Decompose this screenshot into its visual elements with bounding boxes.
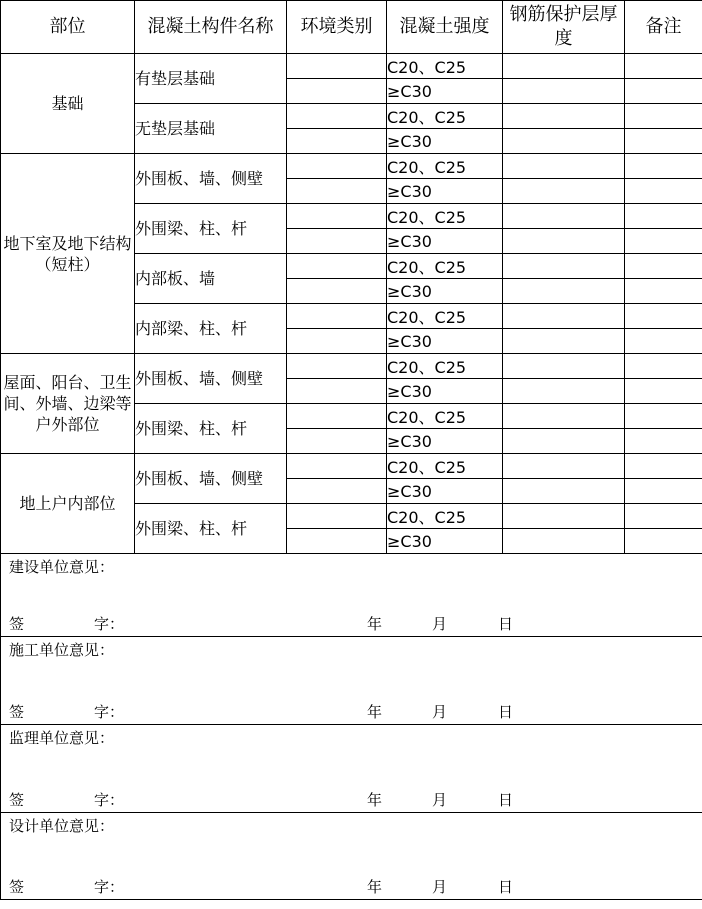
opinion-section[interactable] xyxy=(1,554,702,637)
cover-cell[interactable] xyxy=(503,454,625,479)
year-label: 年 xyxy=(367,703,383,721)
strength-cell: ≥C30 xyxy=(387,429,503,454)
day-label: 日 xyxy=(498,615,514,633)
year-label: 年 xyxy=(367,878,383,896)
component-cell: 外围梁、柱、杆 xyxy=(135,404,287,454)
cover-cell[interactable] xyxy=(503,79,625,104)
cover-cell[interactable] xyxy=(503,404,625,429)
strength-cell: ≥C30 xyxy=(387,379,503,404)
strength-cell: ≥C30 xyxy=(387,229,503,254)
opinion-label: 设计单位意见： xyxy=(9,817,115,835)
signature-char-2: 字： xyxy=(94,791,125,809)
opinion-row xyxy=(1,554,702,637)
cover-cell[interactable] xyxy=(503,354,625,379)
remark-cell[interactable] xyxy=(625,379,702,404)
day-label: 日 xyxy=(498,791,514,809)
day-label: 日 xyxy=(498,878,514,896)
signature-char-1: 签 xyxy=(9,878,25,896)
header-cover: 钢筋保护层厚度 xyxy=(503,1,625,54)
component-cell: 外围板、墙、侧壁 xyxy=(135,454,287,504)
strength-cell: C20、C25 xyxy=(387,104,503,129)
strength-cell: C20、C25 xyxy=(387,54,503,79)
opinion-body xyxy=(1,725,702,812)
signature-label xyxy=(9,876,124,897)
signature-char-2: 字： xyxy=(94,703,125,721)
header-part: 部位 xyxy=(1,1,135,54)
environment-cell[interactable] xyxy=(287,454,387,479)
opinion-label: 监理单位意见： xyxy=(9,729,115,747)
environment-cell[interactable] xyxy=(287,304,387,329)
cover-cell[interactable] xyxy=(503,479,625,504)
strength-cell: ≥C30 xyxy=(387,329,503,354)
environment-cell[interactable] xyxy=(287,179,387,204)
strength-cell: C20、C25 xyxy=(387,304,503,329)
cover-cell[interactable] xyxy=(503,504,625,529)
remark-cell[interactable] xyxy=(625,354,702,379)
environment-cell[interactable] xyxy=(287,379,387,404)
signature-label xyxy=(9,613,124,634)
table-row xyxy=(1,454,702,479)
environment-cell[interactable] xyxy=(287,79,387,104)
day-label: 日 xyxy=(498,703,514,721)
strength-cell: C20、C25 xyxy=(387,454,503,479)
cover-cell[interactable] xyxy=(503,154,625,179)
strength-cell: C20、C25 xyxy=(387,404,503,429)
opinion-section[interactable] xyxy=(1,813,702,900)
opinion-label: 建设单位意见： xyxy=(9,558,115,576)
component-cell: 内部板、墙 xyxy=(135,254,287,304)
strength-cell: ≥C30 xyxy=(387,179,503,204)
environment-cell[interactable] xyxy=(287,254,387,279)
remark-cell[interactable] xyxy=(625,279,702,304)
part-cell: 地上户内部位 xyxy=(1,454,135,554)
cover-cell[interactable] xyxy=(503,279,625,304)
component-cell: 外围板、墙、侧壁 xyxy=(135,354,287,404)
strength-cell: ≥C30 xyxy=(387,529,503,554)
remark-cell[interactable] xyxy=(625,304,702,329)
cover-cell[interactable] xyxy=(503,379,625,404)
environment-cell[interactable] xyxy=(287,529,387,554)
remark-cell[interactable] xyxy=(625,404,702,429)
month-label: 月 xyxy=(432,878,448,896)
cover-cell[interactable] xyxy=(503,104,625,129)
signature-char-2: 字： xyxy=(94,878,125,896)
opinion-body xyxy=(1,813,702,899)
strength-cell: C20、C25 xyxy=(387,254,503,279)
component-cell: 有垫层基础 xyxy=(135,54,287,104)
environment-cell[interactable] xyxy=(287,429,387,454)
month-label: 月 xyxy=(432,703,448,721)
remark-cell[interactable] xyxy=(625,154,702,179)
environment-cell[interactable] xyxy=(287,354,387,379)
remark-cell[interactable] xyxy=(625,79,702,104)
month-label: 月 xyxy=(432,615,448,633)
environment-cell[interactable] xyxy=(287,54,387,79)
strength-cell: ≥C30 xyxy=(387,129,503,154)
strength-cell: ≥C30 xyxy=(387,479,503,504)
opinion-section[interactable] xyxy=(1,637,702,725)
component-cell: 无垫层基础 xyxy=(135,104,287,154)
strength-cell: C20、C25 xyxy=(387,154,503,179)
signature-label xyxy=(9,701,124,722)
environment-cell[interactable] xyxy=(287,479,387,504)
opinion-row xyxy=(1,813,702,900)
remark-cell[interactable] xyxy=(625,329,702,354)
header-remark: 备注 xyxy=(625,1,702,54)
opinion-section[interactable] xyxy=(1,725,702,813)
signature-char-2: 字： xyxy=(94,615,125,633)
cover-cell[interactable] xyxy=(503,329,625,354)
component-cell: 内部梁、柱、杆 xyxy=(135,304,287,354)
remark-cell[interactable] xyxy=(625,104,702,129)
cover-cell[interactable] xyxy=(503,304,625,329)
remark-cell[interactable] xyxy=(625,429,702,454)
remark-cell[interactable] xyxy=(625,454,702,479)
component-cell: 外围梁、柱、杆 xyxy=(135,204,287,254)
environment-cell[interactable] xyxy=(287,504,387,529)
cover-cell[interactable] xyxy=(503,54,625,79)
opinion-row xyxy=(1,637,702,725)
component-cell: 外围板、墙、侧壁 xyxy=(135,154,287,204)
table-row xyxy=(1,354,702,379)
signature-char-1: 签 xyxy=(9,615,25,633)
environment-cell[interactable] xyxy=(287,404,387,429)
strength-cell: C20、C25 xyxy=(387,204,503,229)
environment-cell[interactable] xyxy=(287,229,387,254)
year-label: 年 xyxy=(367,615,383,633)
remark-cell[interactable] xyxy=(625,204,702,229)
cover-cell[interactable] xyxy=(503,129,625,154)
header-row xyxy=(1,1,702,54)
table-row xyxy=(1,54,702,79)
opinion-label: 施工单位意见： xyxy=(9,641,115,659)
remark-cell[interactable] xyxy=(625,479,702,504)
opinion-row xyxy=(1,725,702,813)
header-strength: 混凝土强度 xyxy=(387,1,503,54)
table-row xyxy=(1,154,702,179)
cover-cell[interactable] xyxy=(503,529,625,554)
month-label: 月 xyxy=(432,791,448,809)
environment-cell[interactable] xyxy=(287,104,387,129)
cover-cell[interactable] xyxy=(503,229,625,254)
cover-cell[interactable] xyxy=(503,429,625,454)
remark-cell[interactable] xyxy=(625,229,702,254)
header-component: 混凝土构件名称 xyxy=(135,1,287,54)
remark-cell[interactable] xyxy=(625,179,702,204)
environment-cell[interactable] xyxy=(287,329,387,354)
opinion-body xyxy=(1,637,702,724)
part-cell: 屋面、阳台、卫生间、外墙、边梁等户外部位 xyxy=(1,354,135,454)
cover-cell[interactable] xyxy=(503,254,625,279)
signature-char-1: 签 xyxy=(9,703,25,721)
environment-cell[interactable] xyxy=(287,204,387,229)
remark-cell[interactable] xyxy=(625,504,702,529)
strength-cell: ≥C30 xyxy=(387,79,503,104)
strength-cell: C20、C25 xyxy=(387,354,503,379)
strength-cell: ≥C30 xyxy=(387,279,503,304)
part-cell: 基础 xyxy=(1,54,135,154)
strength-cell: C20、C25 xyxy=(387,504,503,529)
remark-cell[interactable] xyxy=(625,529,702,554)
environment-cell[interactable] xyxy=(287,129,387,154)
environment-cell[interactable] xyxy=(287,154,387,179)
signature-char-1: 签 xyxy=(9,791,25,809)
opinion-body xyxy=(1,554,702,636)
component-cell: 外围梁、柱、杆 xyxy=(135,504,287,554)
remark-cell[interactable] xyxy=(625,54,702,79)
signature-label xyxy=(9,789,124,810)
remark-cell[interactable] xyxy=(625,254,702,279)
year-label: 年 xyxy=(367,791,383,809)
cover-cell[interactable] xyxy=(503,179,625,204)
environment-cell[interactable] xyxy=(287,279,387,304)
remark-cell[interactable] xyxy=(625,129,702,154)
part-cell: 地下室及地下结构（短柱） xyxy=(1,154,135,354)
cover-cell[interactable] xyxy=(503,204,625,229)
header-environment: 环境类别 xyxy=(287,1,387,54)
